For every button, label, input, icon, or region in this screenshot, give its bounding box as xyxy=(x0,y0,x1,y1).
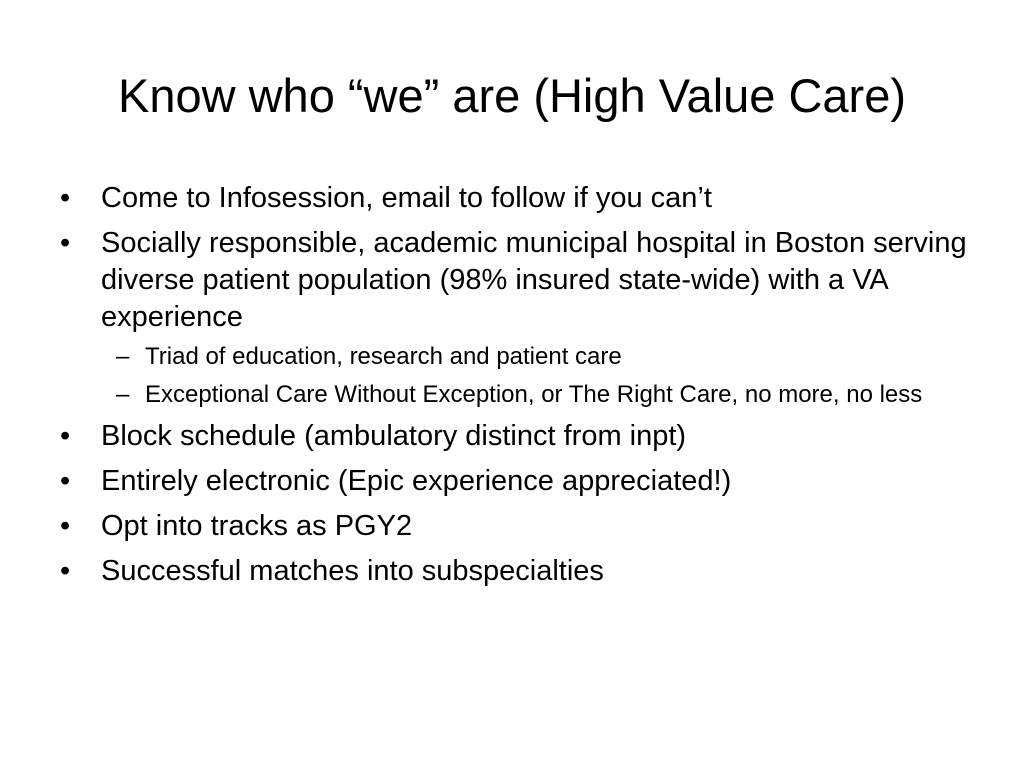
bullet-item xyxy=(58,225,978,410)
dash-marker-icon: – xyxy=(116,381,130,408)
bullet-text: Successful matches into subspecialties xyxy=(101,555,604,587)
bullet-text: Socially responsible, academic municipal hospital in Boston serving diverse patient population (98% insured state-wide) with a VA experience xyxy=(101,227,967,333)
bullet-item xyxy=(58,508,978,545)
bullet-item xyxy=(58,553,978,590)
bullet-item xyxy=(58,463,978,500)
dash-marker-icon: – xyxy=(116,343,130,370)
sub-bullet-text: Exceptional Care Without Exception, or The Right Care, no more, no less xyxy=(145,381,923,408)
slide-body xyxy=(58,180,978,598)
bullet-marker-icon: • xyxy=(60,182,71,214)
bullet-text: Come to Infosession, email to follow if you can’t xyxy=(101,182,712,214)
bullet-marker-icon: • xyxy=(60,555,71,587)
bullet-marker-icon: • xyxy=(60,227,71,259)
sub-bullet-item xyxy=(101,380,978,410)
bullet-item xyxy=(58,418,978,455)
bullet-marker-icon: • xyxy=(60,465,71,497)
sub-bullet-item xyxy=(101,342,978,372)
bullet-list xyxy=(58,180,978,590)
bullet-text: Opt into tracks as PGY2 xyxy=(101,510,413,542)
bullet-marker-icon: • xyxy=(60,510,71,542)
sub-bullet-list xyxy=(101,342,978,410)
sub-bullet-text: Triad of education, research and patient care xyxy=(145,343,622,370)
slide-title: Know who “we” are (High Value Care) xyxy=(117,69,906,122)
bullet-item xyxy=(58,180,978,217)
bullet-marker-icon: • xyxy=(60,420,71,452)
bullet-text: Block schedule (ambulatory distinct from inpt) xyxy=(101,420,687,452)
bullet-text: Entirely electronic (Epic experience appreciated!) xyxy=(101,465,732,497)
